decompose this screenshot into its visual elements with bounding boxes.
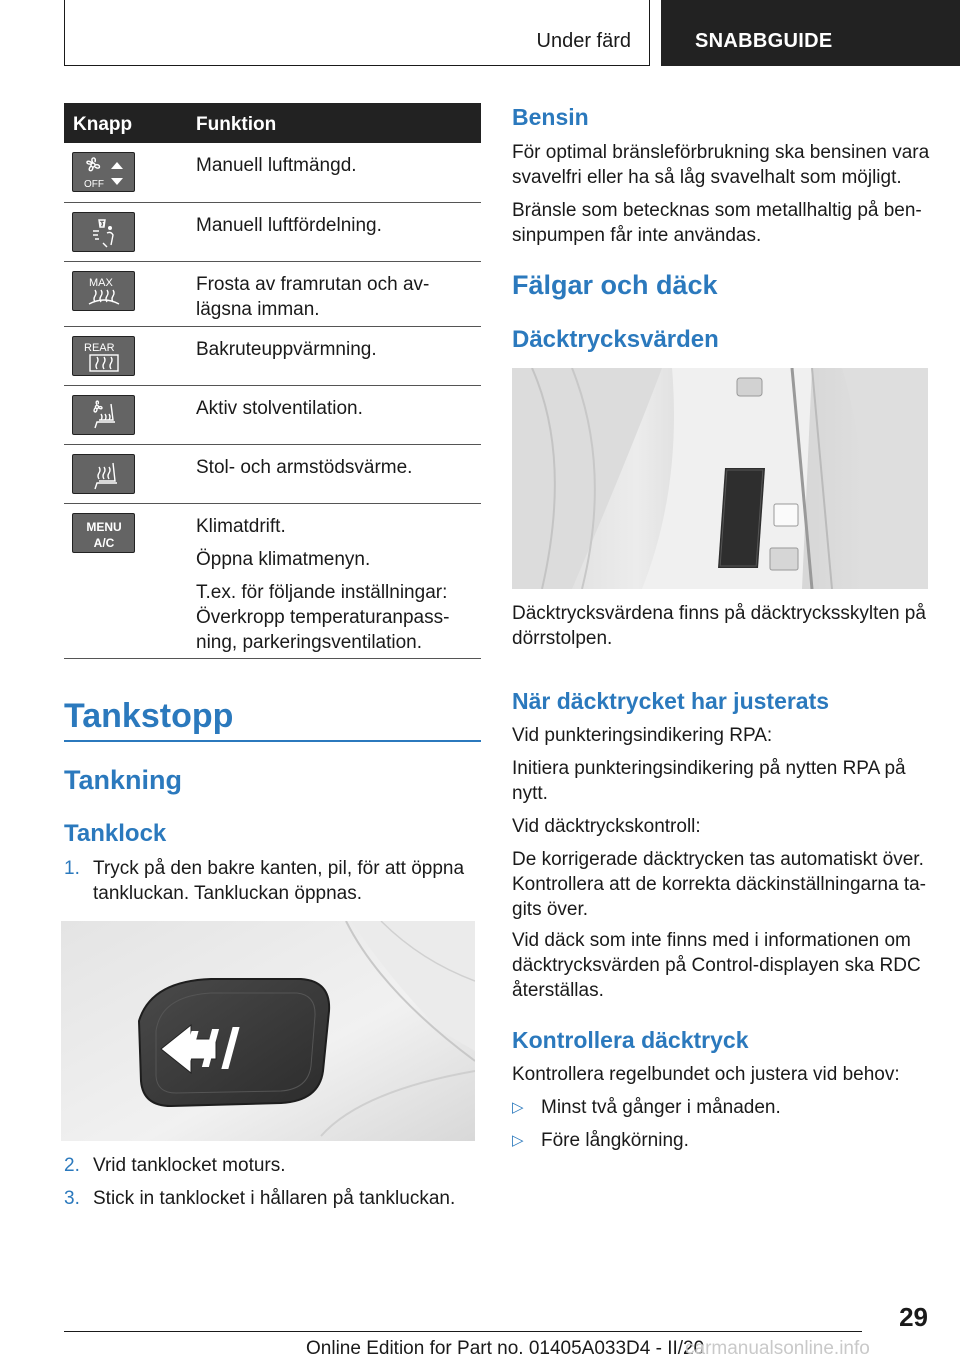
row-function-text: Aktiv stolventilation. bbox=[196, 398, 363, 419]
table-row bbox=[64, 327, 481, 386]
air-distribution-icon bbox=[72, 212, 135, 252]
bullet-triangle-icon: ▷ bbox=[512, 1099, 524, 1116]
svg-text:MAX: MAX bbox=[89, 277, 113, 289]
paragraph: De korrigerade däcktrycken tas automatiskt över. Kontrollera att de korrekta däckinställningarna ta-gits över. bbox=[512, 849, 927, 920]
row-function-text: Manuell luftmängd. bbox=[196, 155, 357, 176]
page-number: 29 bbox=[899, 1302, 928, 1332]
list-item bbox=[512, 1095, 781, 1120]
heading-nar-dacktrycket: När däcktrycket har justerats bbox=[512, 688, 830, 714]
heading-tankstopp: Tankstopp bbox=[64, 697, 234, 735]
step-text: Tryck på den bakre kanten, pil, för att öppna tankluckan. Tankluckan öppnas. bbox=[93, 858, 465, 904]
fuel-flap-illustration bbox=[61, 921, 475, 1141]
header-tab-label: SNABBGUIDE bbox=[695, 30, 833, 52]
row-function-text: T.ex. för följande inställningar: Överkropp temperaturanpass-ning, parkeringsventilation. bbox=[196, 582, 450, 653]
step-number: 3. bbox=[64, 1188, 80, 1209]
paragraph: Vid däcktryckskontroll: bbox=[512, 816, 701, 837]
heading-falgar: Fälgar och däck bbox=[512, 270, 718, 300]
heading-kontrollera-dacktryck: Kontrollera däcktryck bbox=[512, 1027, 749, 1053]
header-tab[interactable] bbox=[661, 0, 960, 66]
column-header-function: Funktion bbox=[196, 114, 277, 135]
bullet-text: Före långkörning. bbox=[541, 1130, 689, 1151]
paragraph: Bränsle som betecknas som metallhaltig på ben-sinpumpen får inte användas. bbox=[512, 200, 922, 246]
footer-rule bbox=[64, 1331, 862, 1332]
table-row bbox=[64, 386, 481, 445]
heading-tankning: Tankning bbox=[64, 765, 182, 795]
list-item bbox=[512, 1128, 689, 1153]
paragraph: Kontrollera regelbundet och justera vid behov: bbox=[512, 1064, 900, 1085]
row-function-text: Stol- och armstödsvärme. bbox=[196, 457, 413, 478]
table-row bbox=[64, 143, 481, 203]
row-function-text: Frosta av framrutan och av-lägsna imman. bbox=[196, 274, 430, 320]
climate-buttons-table bbox=[64, 103, 481, 659]
svg-text:A/C: A/C bbox=[93, 536, 115, 550]
list-item bbox=[64, 856, 484, 906]
seat-heating-icon bbox=[72, 454, 135, 494]
row-function-text: Manuell luftfördelning. bbox=[196, 215, 382, 236]
seat-ventilation-icon bbox=[72, 395, 135, 435]
step-number: 2. bbox=[64, 1155, 80, 1176]
footer-edition: Online Edition for Part no. 01405A033D4 - II/20 bbox=[306, 1338, 705, 1359]
fan-off-icon bbox=[72, 152, 135, 192]
svg-text:REAR: REAR bbox=[84, 342, 115, 354]
rear-defrost-icon bbox=[72, 336, 135, 376]
heading-rule bbox=[64, 740, 481, 742]
header-section-title: Under färd bbox=[536, 30, 631, 52]
header-section-box bbox=[64, 0, 650, 66]
door-pillar-illustration bbox=[512, 368, 928, 589]
menu-ac-icon bbox=[72, 513, 135, 553]
bullet-triangle-icon: ▷ bbox=[512, 1132, 524, 1149]
svg-text:OFF: OFF bbox=[84, 179, 104, 190]
paragraph: För optimal bränsleförbrukning ska bensinen vara svavelfri eller ha så låg svavelhalt som möjligt. bbox=[512, 142, 930, 188]
paragraph: Vid däck som inte finns med i informationen om däcktrycksvärden på Control-displayen ska RDC återställas. bbox=[512, 930, 921, 1001]
table-header bbox=[64, 103, 481, 143]
list-item bbox=[64, 1153, 484, 1178]
bullet-text: Minst två gånger i månaden. bbox=[541, 1097, 781, 1118]
step-number: 1. bbox=[64, 858, 80, 879]
heading-dacktrycksvarden: Däcktrycksvärden bbox=[512, 326, 719, 353]
paragraph: Vid punkteringsindikering RPA: bbox=[512, 725, 773, 746]
footer-watermark: carmanualsonline.info bbox=[685, 1338, 870, 1359]
table-row bbox=[64, 262, 481, 327]
svg-text:MENU: MENU bbox=[86, 520, 122, 534]
table-row bbox=[64, 203, 481, 262]
paragraph: Initiera punkteringsindikering på nytten RPA på nytt. bbox=[512, 758, 906, 804]
column-header-button: Knapp bbox=[73, 114, 133, 135]
row-function-text: Klimatdrift. bbox=[196, 516, 286, 537]
step-text: Stick in tanklocket i hållaren på tankluckan. bbox=[93, 1188, 456, 1209]
max-defrost-icon bbox=[72, 271, 135, 311]
row-function-text: Bakruteuppvärmning. bbox=[196, 339, 377, 360]
heading-tanklock: Tanklock bbox=[64, 820, 167, 847]
table-row bbox=[64, 504, 481, 659]
table-row bbox=[64, 445, 481, 504]
row-function-text: Öppna klimatmenyn. bbox=[196, 549, 371, 570]
heading-bensin: Bensin bbox=[512, 104, 589, 130]
image-caption: Däcktrycksvärdena finns på däcktrycksskylten på dörrstolpen. bbox=[512, 603, 926, 649]
list-item bbox=[64, 1186, 484, 1211]
step-text: Vrid tanklocket moturs. bbox=[93, 1155, 286, 1176]
